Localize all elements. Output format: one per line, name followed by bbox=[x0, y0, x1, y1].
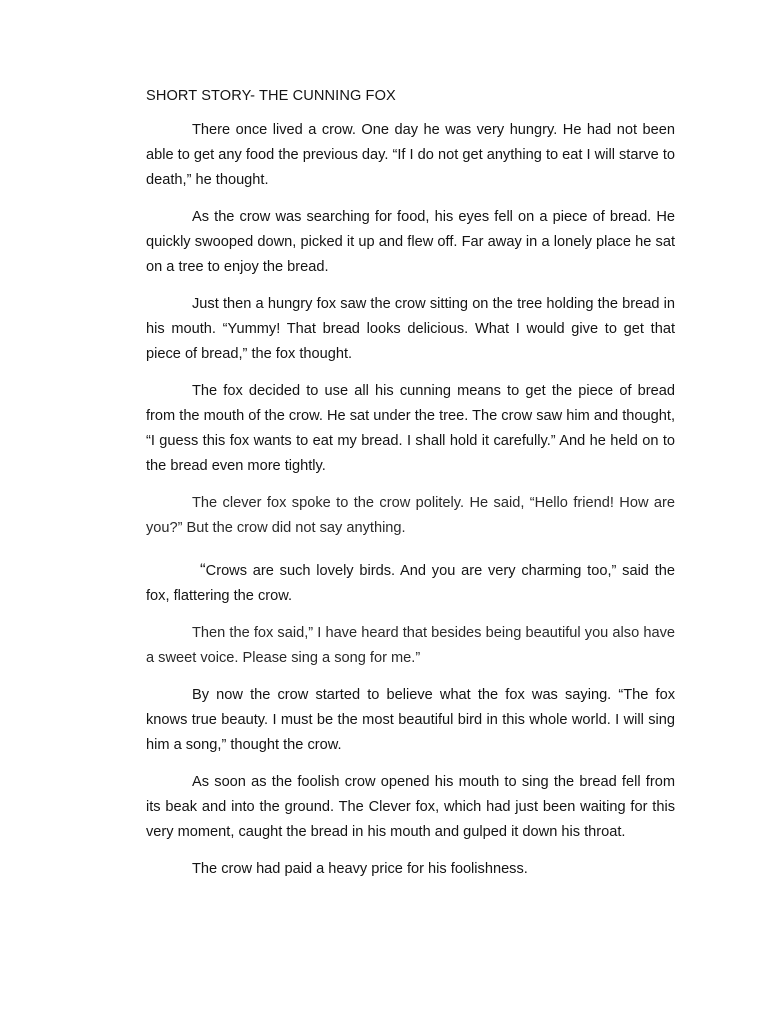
paragraph-8: By now the crow started to believe what the fox was saying. “The fox knows true beauty. I must be the most beautiful bird in this whole world. I will sing him a song,” thought the crow. bbox=[146, 687, 675, 753]
opening-quote: “ bbox=[200, 560, 206, 579]
paragraph-6-text: Crows are such lovely birds. And you are very charming too,” said the fox, flattering the crow. bbox=[146, 563, 675, 604]
paragraph-7: Then the fox said,” I have heard that besides being beautiful you also have a sweet voice. Please sing a song for me.” bbox=[146, 625, 675, 666]
paragraph-10: The crow had paid a heavy price for his foolishness. bbox=[192, 861, 528, 877]
paragraph-2: As the crow was searching for food, his eyes fell on a piece of bread. He quickly swooped down, picked it up and flew off. Far away in a lonely place he sat on a tree to enjoy the bread. bbox=[146, 209, 675, 275]
document-body bbox=[146, 86, 675, 894]
paragraph-1: There once lived a crow. One day he was very hungry. He had not been able to get any food the previous day. “If I do not get anything to eat I will starve to death,” he thought. bbox=[146, 122, 675, 188]
paragraph-3: Just then a hungry fox saw the crow sitting on the tree holding the bread in his mouth. “Yummy! That bread looks delicious. What I would give to get that piece of bread,” the fox thought. bbox=[146, 296, 675, 362]
story-title: SHORT STORY- THE CUNNING FOX bbox=[146, 88, 396, 104]
paragraph-9: As soon as the foolish crow opened his mouth to sing the bread fell from its beak and into the ground. The Clever fox, which had just been waiting for this very moment, caught the bread in his mouth and gulped it down his throat. bbox=[146, 774, 675, 840]
paragraph-4: The fox decided to use all his cunning means to get the piece of bread from the mouth of the crow. He sat under the tree. The crow saw him and thought, “I guess this fox wants to eat my bread. I shall hold it carefully.” And he held on to the bread even more tightly. bbox=[146, 383, 675, 474]
paragraph-5: The clever fox spoke to the crow politely. He said, “Hello friend! How are you?” But the crow did not say anything. bbox=[146, 495, 675, 536]
paragraph-6 bbox=[146, 557, 675, 609]
